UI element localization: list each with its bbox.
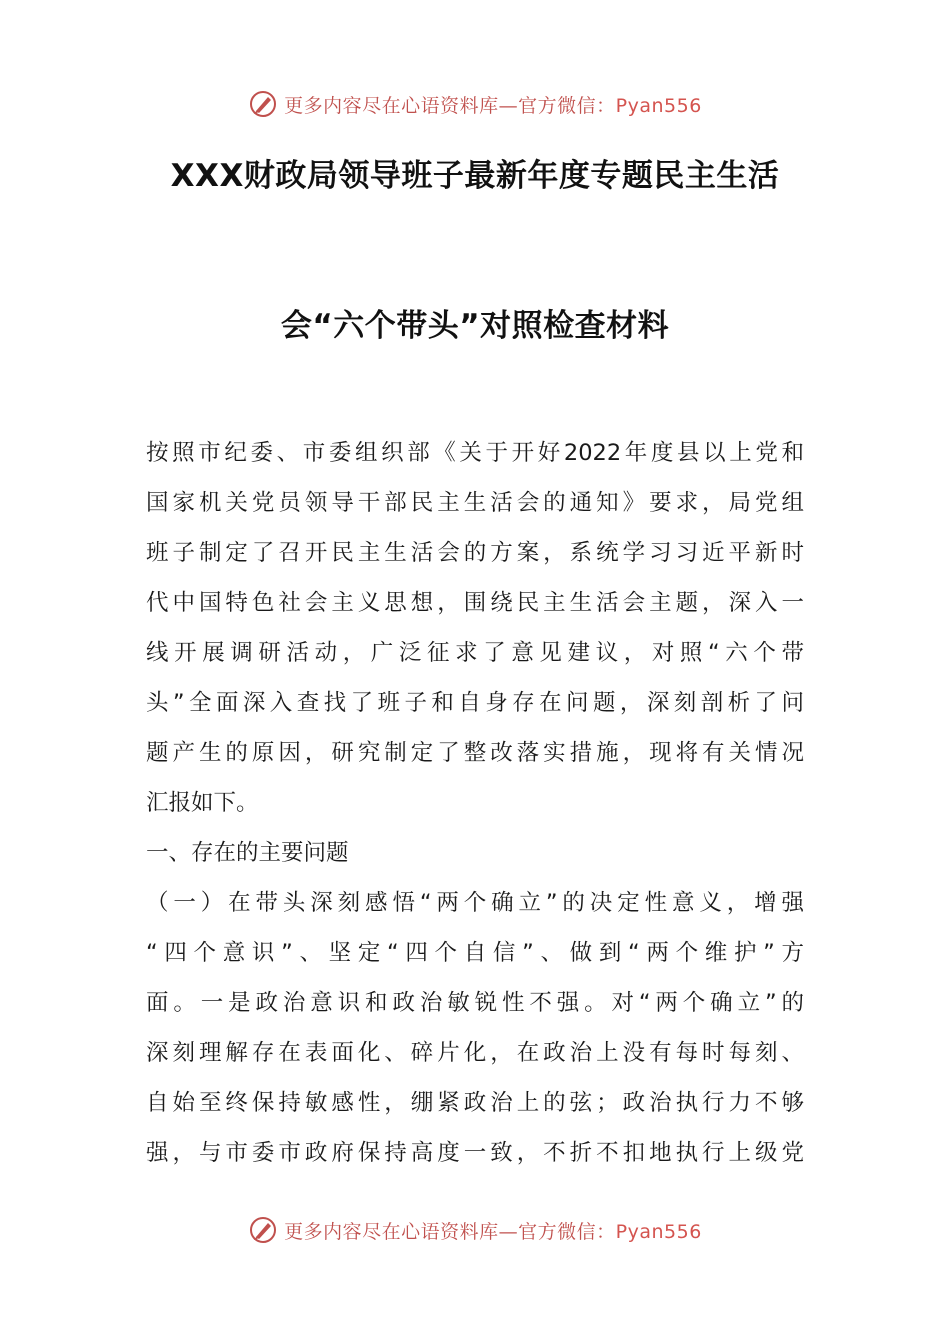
- watermark-header: [0, 84, 950, 124]
- watermark-text: 更多内容尽在心语资料库—官方微信：Pyan556: [284, 1220, 702, 1243]
- text-line: 代中国特色社会主义思想，围绕民主生活会主题，深入一: [146, 590, 804, 616]
- text-line: 深刻理解存在表面化、碎片化，在政治上没有每时每刻、: [146, 1040, 804, 1066]
- watermark-footer: [0, 1210, 950, 1250]
- watermark-text: 更多内容尽在心语资料库—官方微信：Pyan556: [284, 94, 702, 117]
- document-title-line-1: XXX财政局领导班子最新年度专题民主生活: [170, 158, 780, 194]
- text-line: “四个意识”、坚定“四个自信”、做到“两个维护”方: [146, 940, 804, 966]
- text-line: 自始至终保持敏感性，绷紧政治上的弦；政治执行力不够: [146, 1090, 804, 1116]
- text-line: 题产生的原因，研究制定了整改落实措施，现将有关情况: [146, 740, 804, 766]
- paragraph-section-1: [146, 878, 804, 1178]
- text-line: 强，与市委市政府保持高度一致，不折不扣地执行上级党: [146, 1140, 804, 1166]
- pen-nib-circle-icon: [248, 89, 278, 119]
- paragraph-intro: [146, 428, 804, 828]
- text-line: 面。一是政治意识和政治敏锐性不强。对“两个确立”的: [146, 990, 804, 1016]
- text-line: 按照市纪委、市委组织部《关于开好2022年度县以上党和: [146, 440, 804, 466]
- document-body: [146, 428, 804, 1178]
- section-heading: 一、存在的主要问题: [146, 840, 349, 866]
- text-line: （一）在带头深刻感悟“两个确立”的决定性意义，增强: [146, 890, 804, 916]
- text-line: 线开展调研活动，广泛征求了意见建议，对照“六个带: [146, 640, 804, 666]
- text-line: 头”全面深入查找了班子和自身存在问题，深刻剖析了问: [146, 690, 804, 716]
- text-line: 国家机关党员领导干部民主生活会的通知》要求，局党组: [146, 490, 804, 516]
- text-line: 汇报如下。: [146, 790, 259, 816]
- document-title-line-2: 会“六个带头”对照检查材料: [280, 308, 670, 344]
- wechat-id: Pyan556: [615, 1220, 702, 1243]
- pen-nib-circle-icon: [248, 1215, 278, 1245]
- text-line: 班子制定了召开民主生活会的方案，系统学习习近平新时: [146, 540, 804, 566]
- wechat-id: Pyan556: [615, 94, 702, 117]
